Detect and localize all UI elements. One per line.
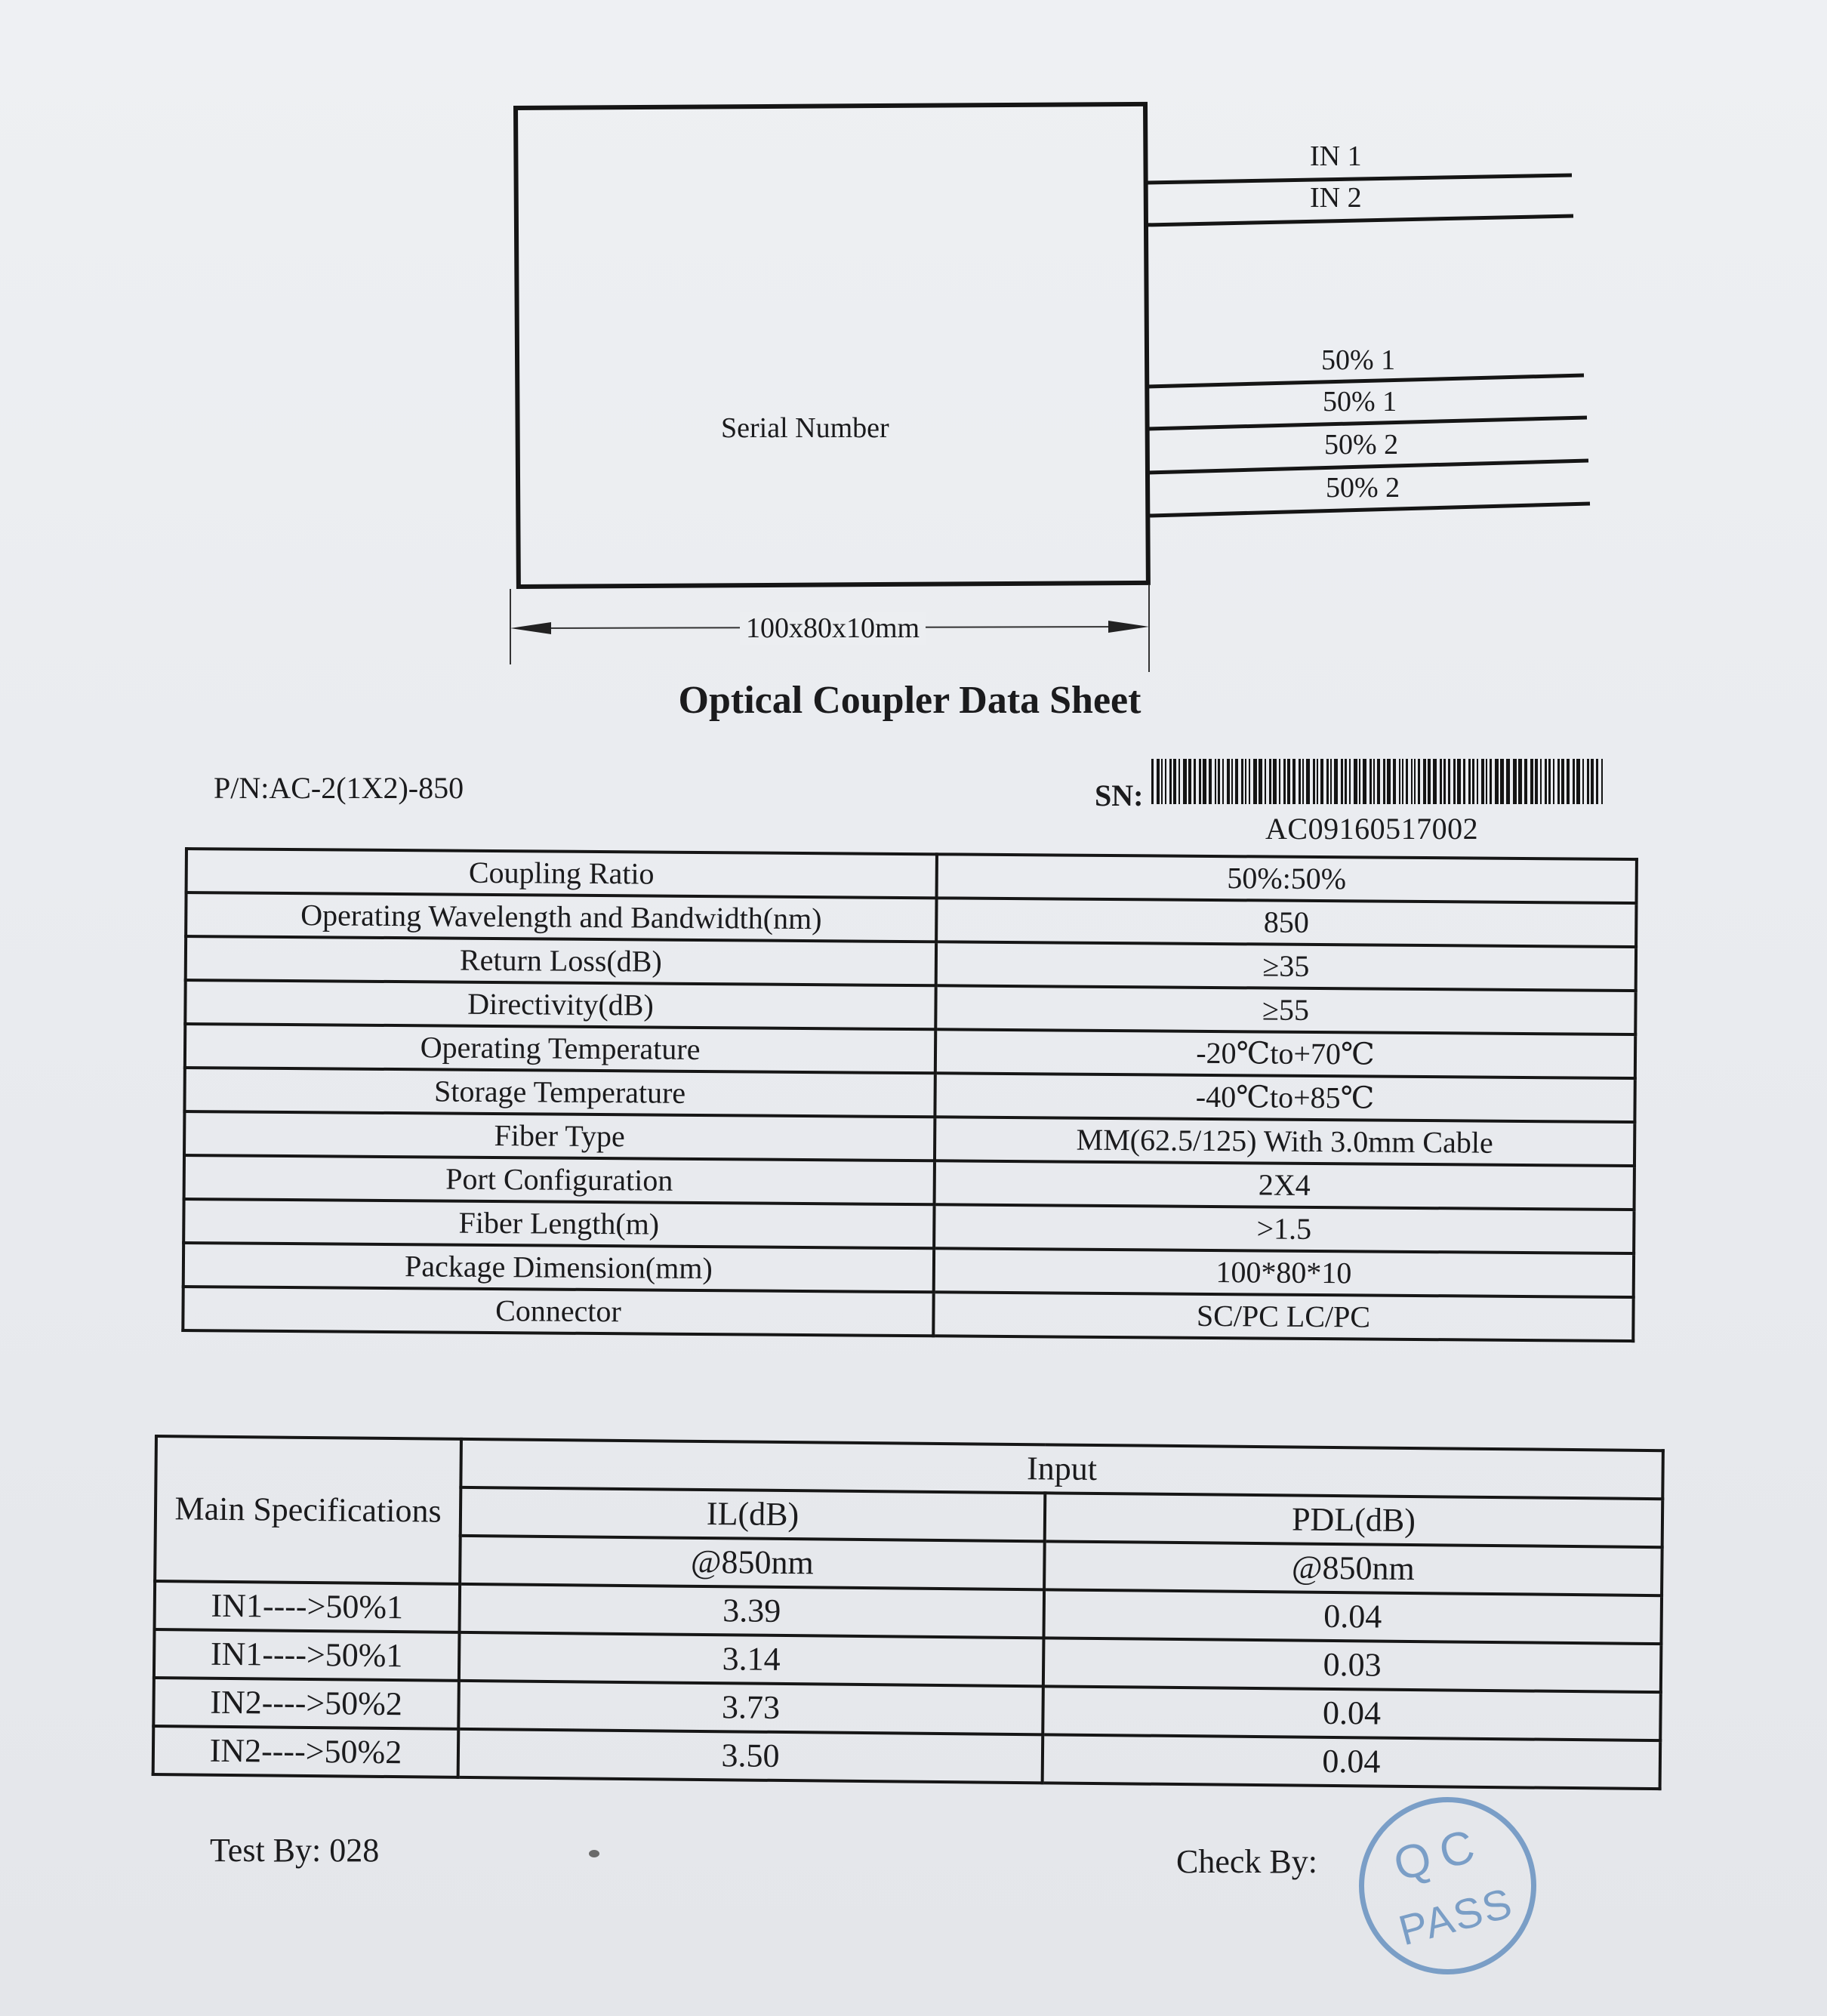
barcode-bar [1548, 759, 1551, 804]
spec-value: ≥35 [936, 942, 1636, 991]
barcode-bar [1573, 759, 1575, 804]
barcode-bar [1231, 759, 1233, 804]
barcode-bar [1440, 759, 1442, 804]
spec-value: -40℃to+85℃ [935, 1073, 1634, 1122]
barcode-bar [1411, 759, 1413, 804]
barcode-bar [1354, 759, 1357, 804]
barcode-bar [1194, 759, 1196, 804]
spec-value: >1.5 [934, 1204, 1634, 1253]
spec-name: Package Dimension(mm) [183, 1243, 934, 1292]
barcode-bar [1199, 759, 1201, 804]
document-title-text: Optical Coupler Data Sheet [678, 679, 1141, 722]
spec-name: Fiber Length(m) [183, 1199, 934, 1248]
dimension-arrow-right [1108, 621, 1149, 633]
barcode-bar [1359, 759, 1360, 804]
barcode-bar [1330, 759, 1332, 804]
port-label-out2: 50% 1 [1323, 386, 1397, 418]
barcode-bar [1302, 759, 1304, 804]
spec-name: Port Configuration [184, 1155, 935, 1204]
barcode-bar [1582, 759, 1584, 804]
paper-speck [589, 1850, 599, 1857]
spec-value: 100*80*10 [934, 1248, 1634, 1297]
main-spec-row-header: Main Specifications [155, 1436, 461, 1584]
barcode-bar [1265, 759, 1266, 804]
barcode-bar [1601, 759, 1603, 804]
barcode-bar [1363, 759, 1366, 804]
barcode-bar [1320, 759, 1323, 804]
barcode-bar [1481, 759, 1484, 804]
port-label-in2: IN 2 [1310, 182, 1362, 214]
barcode-bar [1513, 759, 1517, 804]
barcode-bar [1369, 759, 1372, 804]
barcode-bar [1241, 759, 1243, 804]
barcode-bar [1406, 759, 1408, 804]
pdl-value: 0.03 [1043, 1638, 1662, 1692]
spec-name: Coupling Ratio [186, 849, 937, 898]
spec-name: Return Loss(dB) [186, 936, 936, 985]
barcode-bar [1477, 759, 1478, 804]
pdl-column-header: PDL(dB) [1045, 1493, 1663, 1547]
stamp-qc-text: QC [1388, 1817, 1490, 1891]
port-label-in1: IN 1 [1310, 140, 1362, 172]
barcode-bar [1253, 759, 1257, 804]
barcode-bar [1540, 759, 1542, 804]
spec-value: SC/PC LC/PC [933, 1292, 1633, 1341]
barcode-bar [1495, 759, 1499, 804]
barcode-bar [1349, 759, 1351, 804]
spec-value: -20℃to+70℃ [935, 1029, 1635, 1078]
barcode-bar [1530, 759, 1533, 804]
barcode-bar [1553, 759, 1554, 804]
barcode-bar [1576, 759, 1580, 804]
barcode-bar [1292, 759, 1296, 804]
barcode-bar [1178, 759, 1180, 804]
port-label-out3: 50% 2 [1324, 429, 1399, 461]
serial-number-label: Serial Number [721, 412, 889, 444]
barcode-bar [1524, 759, 1527, 804]
document-title [0, 678, 1827, 723]
serial-number-value: AC09160517002 [1265, 812, 1479, 846]
barcode-bar [1457, 759, 1461, 804]
spec-value: 850 [936, 898, 1636, 947]
barcode-bar [1203, 759, 1206, 804]
barcode-bar [1591, 759, 1594, 804]
spec-name: Operating Temperature [185, 1024, 935, 1073]
serial-number-caption: SN: [1095, 778, 1144, 812]
path-label: IN1---->50%1 [155, 1581, 461, 1632]
barcode-bar [1283, 759, 1286, 804]
check-by: Check By: [1176, 1843, 1317, 1880]
fiber-line-in2 [1145, 216, 1573, 225]
spec-value: 2X4 [935, 1161, 1634, 1210]
barcode-bar [1259, 759, 1262, 804]
stamp-pass-text: PASS [1394, 1878, 1518, 1955]
barcode-bar [1535, 759, 1538, 804]
barcode-bar [1414, 759, 1416, 804]
barcode-bar [1215, 759, 1216, 804]
barcode [1151, 759, 1604, 804]
dimension-arrow-left [510, 622, 551, 634]
barcode-bar [1557, 759, 1560, 804]
spec-name: Operating Wavelength and Bandwidth(nm) [186, 892, 936, 942]
barcode-bar [1468, 759, 1471, 804]
barcode-bar [1157, 759, 1160, 804]
barcode-bar [1377, 759, 1380, 804]
barcode-bar [1345, 759, 1347, 804]
barcode-bar [1545, 759, 1547, 804]
barcode-bar [1448, 759, 1450, 804]
barcode-bar [1222, 759, 1224, 804]
barcode-bar [1486, 759, 1487, 804]
barcode-bar [1279, 759, 1280, 804]
barcode-bar [1227, 759, 1230, 804]
barcode-bar [1428, 759, 1431, 804]
il-value: 3.14 [459, 1632, 1044, 1686]
barcode-bar [1306, 759, 1310, 804]
path-label: IN1---->50%1 [154, 1629, 460, 1681]
il-value: 3.39 [460, 1584, 1045, 1638]
barcode-bar [1317, 759, 1318, 804]
spec-value: ≥55 [935, 985, 1635, 1034]
barcode-bar [1313, 759, 1315, 804]
barcode-bar [1587, 759, 1589, 804]
pdl-value: 0.04 [1043, 1686, 1661, 1740]
barcode-bar [1518, 759, 1522, 804]
barcode-bar [1463, 759, 1465, 804]
pdl-value: 0.04 [1043, 1734, 1661, 1789]
barcode-bar [1249, 759, 1250, 804]
pdl-wavelength: @850nm [1044, 1541, 1662, 1595]
barcode-bar [1561, 759, 1564, 804]
barcode-bar [1287, 759, 1290, 804]
barcode-bar [1567, 759, 1570, 804]
spec-value: MM(62.5/125) With 3.0mm Cable [935, 1117, 1634, 1166]
fiber-line-out2 [1146, 418, 1587, 429]
barcode-bar [1269, 759, 1271, 804]
barcode-bar [1188, 759, 1191, 804]
barcode-bar [1183, 759, 1187, 804]
barcode-bar [1596, 759, 1598, 804]
barcode-bar [1433, 759, 1437, 804]
barcode-bar [1218, 759, 1220, 804]
main-spec-table [152, 1435, 1665, 1790]
path-label: IN2---->50%2 [153, 1678, 459, 1729]
barcode-bar [1418, 759, 1420, 804]
barcode-bar [1387, 759, 1391, 804]
spec-name: Directivity(dB) [185, 980, 935, 1029]
barcode-bar [1326, 759, 1329, 804]
barcode-bar [1161, 759, 1163, 804]
spec-name: Storage Temperature [184, 1068, 935, 1117]
pdl-value: 0.04 [1043, 1589, 1662, 1644]
barcode-bar [1151, 759, 1154, 804]
dimension-label: 100x80x10mm [740, 612, 926, 645]
spec-name: Connector [183, 1287, 933, 1336]
barcode-bar [1373, 759, 1375, 804]
barcode-bar [1453, 759, 1456, 804]
barcode-bar [1393, 759, 1396, 804]
barcode-bar [1506, 759, 1510, 804]
barcode-bar [1500, 759, 1504, 804]
barcode-bar [1423, 759, 1426, 804]
barcode-bar [1334, 759, 1338, 804]
spec-table [181, 847, 1638, 1342]
il-value: 3.73 [458, 1681, 1043, 1734]
barcode-bar [1402, 759, 1403, 804]
barcode-bar [1245, 759, 1246, 804]
barcode-bar [1209, 759, 1212, 804]
test-by: Test By: 028 [210, 1832, 380, 1869]
barcode-bar [1443, 759, 1446, 804]
part-number: P/N:AC-2(1X2)-850 [214, 771, 464, 805]
port-label-out1: 50% 1 [1321, 344, 1396, 376]
spec-value: 50%:50% [937, 854, 1637, 903]
il-value: 3.50 [458, 1729, 1043, 1783]
il-wavelength: @850nm [460, 1536, 1045, 1589]
barcode-bar [1165, 759, 1166, 804]
barcode-bar [1341, 759, 1343, 804]
fiber-line-out4 [1149, 504, 1590, 516]
barcode-bar [1383, 759, 1385, 804]
barcode-bar [1399, 759, 1400, 804]
port-label-out4: 50% 2 [1326, 472, 1400, 504]
barcode-bar [1299, 759, 1301, 804]
spec-name: Fiber Type [184, 1111, 935, 1161]
il-column-header: IL(dB) [461, 1487, 1046, 1541]
barcode-bar [1235, 759, 1238, 804]
barcode-bar [1490, 759, 1492, 804]
barcode-bar [1273, 759, 1277, 804]
path-label: IN2---->50%2 [153, 1726, 459, 1777]
barcode-bar [1169, 759, 1172, 804]
input-group-header: Input [461, 1439, 1663, 1499]
barcode-bar [1472, 759, 1474, 804]
barcode-bar [1173, 759, 1176, 804]
